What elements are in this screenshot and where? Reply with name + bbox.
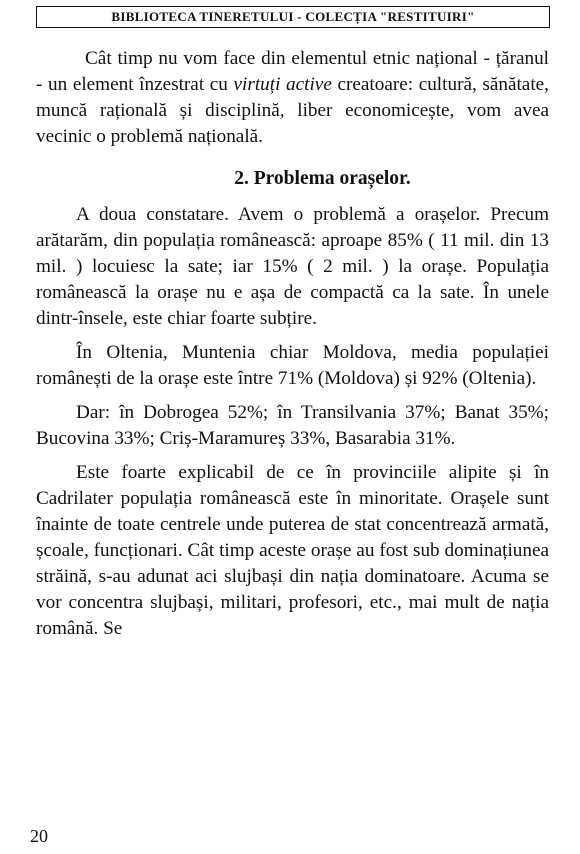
paragraph: A doua constatare. Avem o problemă a orașelor. Precum arătarăm, din populația românească: aproape 85% ( 11 mil. din 13 mil. ) locuiesc la sate; iar 15% ( 2 mil. ) la orașe. Populația românească la orașe nu e așa de compactă ca la sate. În unele dintr-însele, este chiar foarte subțire.: [36, 204, 549, 329]
paragraph: Este foarte explicabil de ce în provinciile alipite și în Cadrilater populația românească este în minoritate. Orașele sunt înainte de toate centrele unde puterea de stat concentrează armată, școale, funcționari. Cât timp aceste orașe au fost sub dominațiunea străină, s-au adunat aci slujbași din nația dominatoare. Acuma se vor concentra slujbași, militari, profesori, etc., mai mult de nația română. Se: [36, 462, 549, 639]
intro-italic-text: virtuți active: [233, 74, 332, 95]
paragraph: Dar: în Dobrogea 52%; în Transilvania 37%; Banat 35%; Bucovina 33%; Criș-Maramureș 33%, Basarabia 31%.: [36, 402, 549, 449]
paragraph: În Oltenia, Muntenia chiar Moldova, media populației românești de la orașe este între 71% (Moldova) și 92% (Oltenia).: [36, 342, 549, 389]
page-number: 20: [30, 826, 48, 846]
intro-paragraph: [36, 46, 549, 150]
section-title: 2. Problema orașelor.: [234, 168, 411, 189]
intro-text-before: Cât timp nu vom face din elementul etnic național - țăranul - un element înzestrat cu: [36, 48, 549, 95]
intro-text-after: creatoare: cultură, sănătate, muncă rațională și disciplină, liber economicește, vom avea vecinic o problemă națională.: [36, 74, 549, 147]
running-header: [36, 6, 550, 28]
running-title: BIBLIOTECA TINERETULUI - COLECȚIA "RESTITUIRI": [111, 9, 475, 24]
page-body: [36, 46, 549, 642]
